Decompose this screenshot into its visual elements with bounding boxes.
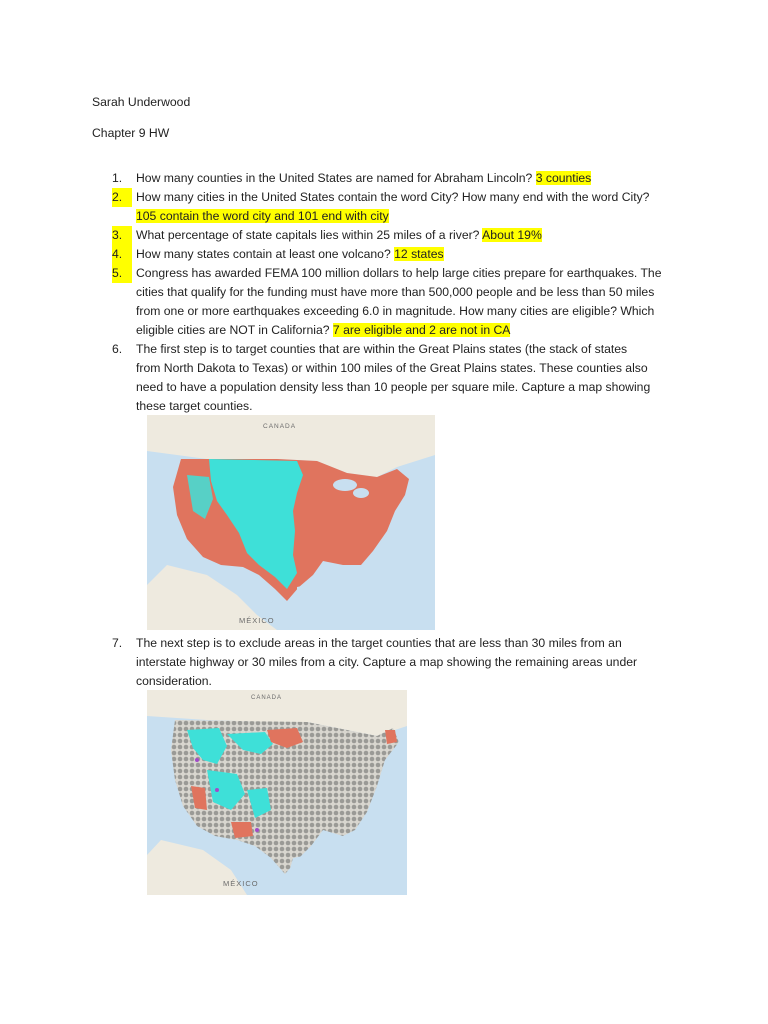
- question-5-line-4: [136, 321, 510, 340]
- question-7-line-3: consideration.: [136, 674, 212, 688]
- question-1-number: 1.: [112, 171, 123, 185]
- question-1: [136, 169, 591, 188]
- question-5-answer: 7 are eligible and 2 are not in CA: [332, 323, 511, 337]
- question-6-line-3: need to have a population density less than 10 people per square mile. Capture a map showing: [136, 380, 651, 394]
- question-4-number: 4.: [112, 245, 132, 264]
- question-6-line-4: these target counties.: [136, 399, 253, 413]
- question-4-answer: 12 states: [394, 247, 444, 261]
- question-5-text: eligible cities are NOT in California?: [136, 323, 330, 337]
- question-5-line-3: from one or more earthquakes exceeding 6.0 in magnitude. How many cities are eligible? Which: [136, 304, 655, 318]
- question-3: [136, 226, 542, 245]
- map2-canada-label: CANADA: [251, 695, 283, 701]
- remaining-areas-map: [147, 690, 407, 895]
- question-6-line-1: The first step is to target counties that are within the Great Plains states (the stack of states: [136, 342, 628, 356]
- question-3-number: 3.: [112, 226, 132, 245]
- remaining-areas-map-graphic: [147, 690, 407, 895]
- question-6-number: 6.: [112, 342, 123, 356]
- great-lakes: [333, 479, 357, 491]
- question-2-number: 2.: [112, 188, 132, 207]
- question-7-line-2: interstate highway or 30 miles from a city. Capture a map showing the remaining areas under: [136, 655, 638, 669]
- question-2-answer: 105 contain the word city and 101 end with city: [136, 209, 389, 223]
- question-4: [136, 245, 444, 264]
- question-5-line-1: Congress has awarded FEMA 100 million dollars to help large cities prepare for earthquakes. The: [136, 266, 662, 280]
- map1-canada-label: CANADA: [263, 423, 297, 430]
- map1-mexico-label: MÉXICO: [239, 616, 275, 625]
- question-1-answer: 3 counties: [535, 171, 592, 185]
- question-7-number: 7.: [112, 636, 123, 650]
- question-5-number: 5.: [112, 264, 132, 283]
- question-1-text: How many counties in the United States are named for Abraham Lincoln?: [136, 171, 533, 185]
- question-2-answer-line: [136, 207, 389, 226]
- question-5-line-2: cities that qualify for the funding must have more than 500,000 people and be less than 50 miles: [136, 285, 655, 299]
- question-6-line-2: from North Dakota to Texas) or within 100 miles of the Great Plains states. These counties also: [136, 361, 648, 375]
- map2-mexico-label: MÉXICO: [223, 879, 259, 888]
- author-name: Sarah Underwood: [92, 95, 191, 109]
- question-7-line-1: The next step is to exclude areas in the target counties that are less than 30 miles from an: [136, 636, 622, 650]
- question-4-text: How many states contain at least one volcano?: [136, 247, 391, 261]
- question-3-text: What percentage of state capitals lies within 25 miles of a river?: [136, 228, 480, 242]
- target-counties-map-graphic: [147, 415, 435, 630]
- target-counties-map: [147, 415, 435, 630]
- question-3-answer: About 19%: [482, 228, 542, 242]
- document-title: Chapter 9 HW: [92, 126, 170, 140]
- question-2-text: How many cities in the United States contain the word City? How many end with the word City?: [136, 190, 650, 204]
